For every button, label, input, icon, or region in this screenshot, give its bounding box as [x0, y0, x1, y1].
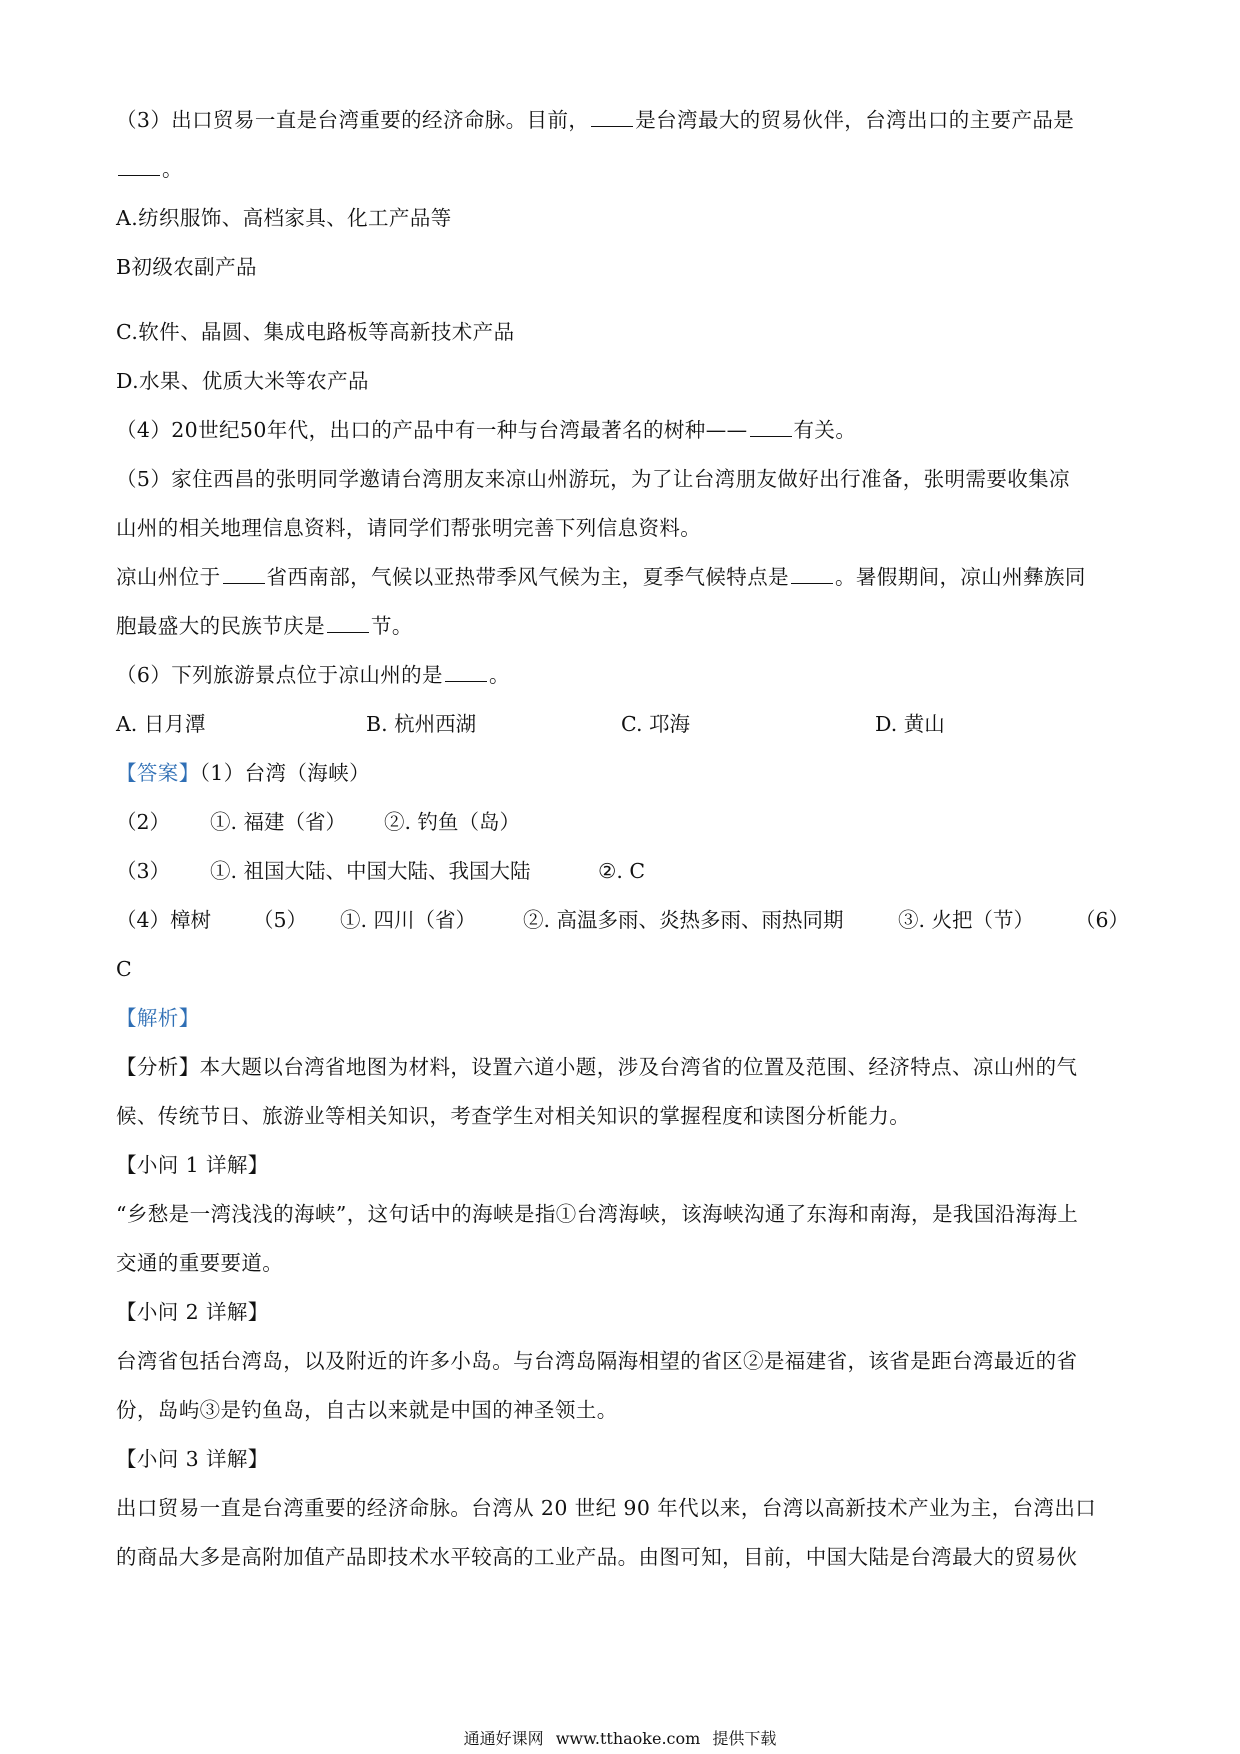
answer-3-number: （3）: [116, 859, 171, 883]
q3-text: （3）出口贸易一直是台湾重要的经济命脉。目前，: [116, 108, 590, 132]
answer-4: （4）樟树: [116, 908, 212, 932]
answer-blank: [750, 416, 792, 437]
page-footer: [0, 1728, 1240, 1750]
q4-line: [116, 416, 1126, 444]
answer-2-first: ①. 福建（省）: [210, 810, 347, 834]
subquestion-3-heading: 【小问 3 详解】: [116, 1447, 269, 1471]
q3-option-c: C.软件、晶圆、集成电路板等高新技术产品: [116, 320, 515, 344]
q6-option-d: D. 黄山: [875, 712, 945, 736]
q5-line-1: （5）家住西昌的张明同学邀请台湾朋友来凉山州游玩，为了让台湾朋友做好出行准备，张明需要收集凉: [116, 467, 1070, 491]
answer-label: 【答案】: [116, 761, 200, 785]
q3-line-2: [116, 155, 1126, 183]
subquestion-1-line-1: “乡愁是一湾浅浅的海峡”，这句话中的海峡是指①台湾海峡，该海峡沟通了东海和南海，是我国沿海海上: [116, 1202, 1079, 1226]
q6-text: （6）下列旅游景点位于凉山州的是: [116, 663, 443, 687]
q3-text: 。: [162, 157, 183, 181]
answer-blank: [445, 661, 487, 682]
subquestion-2-line-1: 台湾省包括台湾岛，以及附近的许多小岛。与台湾岛隔海相望的省区②是福建省，该省是距台湾最近的省: [116, 1349, 1078, 1373]
answer-5-number: （5）: [253, 908, 308, 932]
answer-5-third: ③. 火把（节）: [898, 908, 1035, 932]
subquestion-2-line-2: 份，岛屿③是钓鱼岛，自古以来就是中国的神圣领土。: [116, 1398, 618, 1422]
q6-option-c: C. 邛海: [621, 712, 690, 736]
answer-1: （1）台湾（海峡）: [199, 761, 371, 785]
footer-site-name: 通通好课网: [463, 1729, 544, 1748]
answer-6-value: C: [116, 957, 132, 981]
answer-blank: [791, 563, 833, 584]
q3-line-1: [116, 106, 1126, 134]
answer-blank: [327, 612, 369, 633]
q3-option-d: D.水果、优质大米等农产品: [116, 369, 369, 393]
answer-6-number: （6）: [1075, 908, 1130, 932]
answer-line-1: [116, 759, 1126, 787]
q5-text: 。暑假期间，凉山州彝族同: [835, 565, 1086, 589]
footer-note: 提供下载: [712, 1729, 777, 1748]
answer-blank: [591, 106, 633, 127]
q5-text: 省西南部，气候以亚热带季风气候为主，夏季气候特点是: [266, 565, 789, 589]
answer-3-first: ①. 祖国大陆、中国大陆、我国大陆: [210, 859, 531, 883]
q6-stem: [116, 661, 1126, 689]
analysis-intro-1: 【分析】本大题以台湾省地图为材料，设置六道小题，涉及台湾省的位置及范围、经济特点、凉山州的气: [116, 1055, 1078, 1079]
answer-blank: [118, 155, 160, 176]
q5-text: 凉山州位于: [116, 565, 221, 589]
answer-5-second: ②. 高温多雨、炎热多雨、雨热同期: [523, 908, 844, 932]
answer-2-number: （2）: [116, 810, 171, 834]
subquestion-3-line-2: 的商品大多是高附加值产品即技术水平较高的工业产品。由图可知，目前，中国大陆是台湾最大的贸易伙: [116, 1545, 1078, 1569]
q3-text: 是台湾最大的贸易伙伴，台湾出口的主要产品是: [635, 108, 1075, 132]
q6-option-b: B. 杭州西湖: [366, 712, 477, 736]
subquestion-2-heading: 【小问 2 详解】: [116, 1300, 269, 1324]
q6-text: 。: [488, 663, 510, 687]
q3-option-a: A.纺织服饰、高档家具、化工产品等: [116, 206, 452, 230]
q5-line-2: 山州的相关地理信息资料，请同学们帮张明完善下列信息资料。: [116, 516, 702, 540]
subquestion-1-heading: 【小问 1 详解】: [116, 1153, 269, 1177]
subquestion-3-line-1: 出口贸易一直是台湾重要的经济命脉。台湾从 20 世纪 90 年代以来，台湾以高新技术产业为主，台湾出口: [116, 1496, 1097, 1520]
q5-line-3: [116, 563, 1126, 591]
subquestion-1-line-2: 交通的重要要道。: [116, 1251, 284, 1275]
q4-text: 有关。: [793, 418, 857, 442]
q3-option-b: B初级农副产品: [116, 255, 257, 279]
q4-text: （4）20世纪50年代，出口的产品中有一种与台湾最著名的树种——: [116, 418, 748, 442]
q6-option-a: A. 日月潭: [116, 712, 206, 736]
q5-text: 节。: [371, 614, 413, 638]
answer-5-first: ①. 四川（省）: [340, 908, 477, 932]
q5-line-4: [116, 612, 1126, 640]
footer-url[interactable]: www.tthaoke.com: [555, 1729, 701, 1748]
answer-blank: [223, 563, 265, 584]
analysis-intro-2: 候、传统节日、旅游业等相关知识，考查学生对相关知识的掌握程度和读图分析能力。: [116, 1104, 911, 1128]
answer-3-second: ②. C: [598, 859, 646, 883]
analysis-label: 【解析】: [116, 1006, 200, 1030]
q5-text: 胞最盛大的民族节庆是: [116, 614, 325, 638]
answer-2-second: ②. 钓鱼（岛）: [384, 810, 521, 834]
